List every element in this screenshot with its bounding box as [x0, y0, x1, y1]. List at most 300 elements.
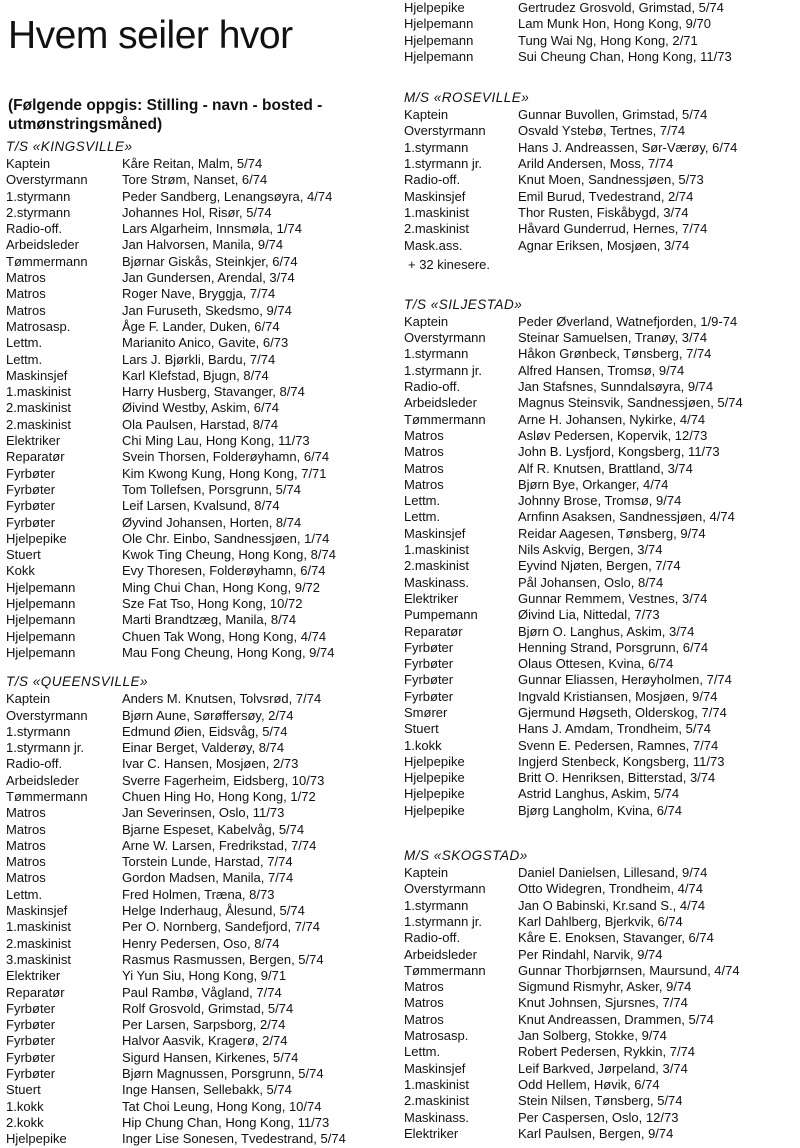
crew-position: Overstyrmann — [404, 881, 486, 897]
crew-member: Osvald Ystebø, Tertnes, 7/74 — [518, 123, 686, 139]
crew-member: Gertrudez Grosvold, Grimstad, 5/74 — [518, 0, 724, 15]
crew-member: Per O. Nornberg, Sandefjord, 7/74 — [122, 919, 321, 935]
crew-member: Hans J. Amdam, Trondheim, 5/74 — [518, 721, 711, 737]
crew-member: Knut Moen, Sandnessjøen, 5/73 — [518, 172, 704, 188]
crew-row — [6, 1066, 394, 1082]
crew-position: 2.maskinist — [404, 558, 470, 574]
crew-member: Bjørn Magnussen, Porsgrunn, 5/74 — [122, 1066, 324, 1082]
crew-position: Radio-off. — [404, 172, 461, 188]
crew-member: Hans J. Andreassen, Sør-Værøy, 6/74 — [518, 139, 738, 155]
crew-member: Tore Strøm, Nanset, 6/74 — [122, 172, 268, 188]
crew-member: Sigmund Rismyhr, Asker, 9/74 — [518, 979, 692, 995]
crew-row — [6, 1082, 394, 1098]
crew-position: Maskinsjef — [6, 367, 68, 383]
crew-row — [6, 515, 394, 531]
crew-member: Steinar Samuelsen, Tranøy, 3/74 — [518, 330, 708, 346]
crew-position: Fyrbøter — [6, 1000, 56, 1016]
crew-row — [6, 691, 394, 707]
crew-row — [6, 756, 394, 772]
crew-row — [404, 947, 798, 963]
crew-member: Rolf Grosvold, Grimstad, 5/74 — [122, 1000, 294, 1016]
crew-member: Evy Thoresen, Folderøyhamn, 6/74 — [122, 563, 326, 579]
crew-position: 1.styrmann — [6, 188, 71, 204]
crew-member: Chuen Hing Ho, Hong Kong, 1/72 — [122, 788, 316, 804]
crew-row — [404, 705, 798, 721]
crew-member: Ola Paulsen, Harstad, 8/74 — [122, 416, 279, 432]
crew-member: Pål Johansen, Oslo, 8/74 — [518, 574, 664, 590]
crew-position: 1.maskinist — [404, 542, 470, 558]
crew-row — [6, 1033, 394, 1049]
crew-member: Gordon Madsen, Manila, 7/74 — [122, 870, 294, 886]
crew-position: 1.styrmann — [404, 139, 469, 155]
crew-row — [6, 919, 394, 935]
crew-member: Robert Pedersen, Rykkin, 7/74 — [518, 1044, 696, 1060]
crew-member: Tat Choi Leung, Hong Kong, 10/74 — [122, 1098, 322, 1114]
ship-section-skogstad — [404, 847, 798, 1142]
crew-row — [404, 140, 798, 156]
crew-position: Fyrbøter — [6, 481, 56, 497]
crew-position: Hjelpepike — [404, 0, 465, 15]
crew-row — [6, 1131, 394, 1147]
crew-row — [6, 189, 394, 205]
extra-crew-note: + 32 kinesere. — [408, 256, 491, 272]
crew-member: Sigurd Hansen, Kirkenes, 5/74 — [122, 1049, 299, 1065]
crew-member: Yi Yun Siu, Hong Kong, 9/71 — [122, 968, 287, 984]
crew-position: Tømmermann — [404, 962, 486, 978]
crew-position: Tømmermann — [6, 788, 88, 804]
crew-position: Radio-off. — [404, 379, 461, 395]
crew-member: Ivar C. Hansen, Mosjøen, 2/73 — [122, 756, 299, 772]
crew-position: Arbeidsleder — [6, 237, 79, 253]
crew-row — [6, 612, 394, 628]
crew-list — [404, 0, 798, 65]
crew-row — [6, 335, 394, 351]
crew-member: Tom Tollefsen, Porsgrunn, 5/74 — [122, 481, 301, 497]
crew-row — [404, 963, 798, 979]
crew-row — [404, 221, 798, 237]
crew-row — [404, 881, 798, 897]
crew-position: Fyrbøter — [6, 465, 56, 481]
crew-member: Mau Fong Cheung, Hong Kong, 9/74 — [122, 644, 335, 660]
crew-member: Rasmus Rasmussen, Bergen, 5/74 — [122, 951, 324, 967]
crew-position: Fyrbøter — [6, 1049, 56, 1065]
crew-row — [6, 580, 394, 596]
crew-member: Arild Andersen, Moss, 7/74 — [518, 156, 674, 172]
crew-position: Fyrbøter — [404, 672, 454, 688]
crew-position: 1.kokk — [6, 1098, 44, 1114]
crew-member: Torstein Lunde, Harstad, 7/74 — [122, 854, 293, 870]
crew-member: Lars Algarheim, Innsmøla, 1/74 — [122, 221, 302, 237]
crew-member: Otto Widegren, Trondheim, 4/74 — [518, 881, 703, 897]
crew-position: Overstyrmann — [6, 172, 88, 188]
crew-member: Øivind Westby, Askim, 6/74 — [122, 400, 280, 416]
crew-row — [404, 995, 798, 1011]
crew-member: Eyvind Njøten, Bergen, 7/74 — [518, 558, 681, 574]
crew-position: 2.maskinist — [6, 416, 72, 432]
crew-position: Radio-off. — [6, 221, 63, 237]
crew-member: Magnus Steinsvik, Sandnessjøen, 5/74 — [518, 395, 743, 411]
crew-member: Marti Brandtzæg, Manila, 8/74 — [122, 612, 297, 628]
crew-row — [404, 914, 798, 930]
crew-member: Bjørn Aune, Sørøffersøy, 2/74 — [122, 707, 294, 723]
crew-member: Ingjerd Stenbeck, Kongsberg, 11/73 — [518, 753, 725, 769]
crew-row — [6, 433, 394, 449]
crew-position: 1.styrmann jr. — [6, 740, 85, 756]
crew-row — [6, 547, 394, 563]
crew-position: Kokk — [6, 563, 35, 579]
crew-row — [404, 591, 798, 607]
crew-member: Roger Nave, Bryggja, 7/74 — [122, 286, 276, 302]
crew-position: Overstyrmann — [6, 707, 88, 723]
ship-section-roseville — [404, 89, 798, 274]
crew-position: Arbeidsleder — [404, 946, 477, 962]
crew-row — [6, 205, 394, 221]
crew-position: Fyrbøter — [6, 514, 56, 530]
crew-row — [6, 1050, 394, 1066]
crew-position: 2.kokk — [6, 1114, 44, 1130]
crew-member: Håvard Gunderrud, Hernes, 7/74 — [518, 221, 708, 237]
crew-position: Hjelpemann — [6, 644, 76, 660]
crew-member: Kåre E. Enoksen, Stavanger, 6/74 — [518, 930, 714, 946]
crew-member: Kim Kwong Kung, Hong Kong, 7/71 — [122, 465, 327, 481]
crew-member: Lars J. Bjørkli, Bardu, 7/74 — [122, 351, 276, 367]
crew-position: Hjelpemann — [6, 579, 76, 595]
crew-position: Fyrbøter — [404, 656, 454, 672]
crew-member: Reidar Aagesen, Tønsberg, 9/74 — [518, 525, 706, 541]
crew-row — [6, 498, 394, 514]
crew-member: Jan Severinsen, Oslo, 11/73 — [122, 805, 285, 821]
crew-member: Leif Larsen, Kvalsund, 8/74 — [122, 498, 280, 514]
crew-position: Hjelpepike — [404, 802, 465, 818]
crew-member: John B. Lysfjord, Kongsberg, 11/73 — [518, 444, 720, 460]
crew-member: Jan Furuseth, Skedsmo, 9/74 — [122, 302, 292, 318]
crew-row — [404, 624, 798, 640]
crew-member: Arne H. Johansen, Nykirke, 4/74 — [518, 411, 706, 427]
crew-member: Knut Andreassen, Drammen, 5/74 — [518, 1011, 714, 1027]
ship-name: T/S «KINGSVILLE» — [6, 139, 133, 154]
crew-position: Tømmermann — [6, 253, 88, 269]
crew-member: Gunnar Thorbjørnsen, Maursund, 4/74 — [518, 962, 740, 978]
crew-position: 1.styrmann — [404, 346, 469, 362]
crew-row — [6, 724, 394, 740]
crew-list — [404, 314, 798, 819]
crew-row — [404, 444, 798, 460]
crew-position: Matros — [404, 995, 444, 1011]
crew-row — [6, 368, 394, 384]
crew-member: Karl Dahlberg, Bjerkvik, 6/74 — [518, 913, 683, 929]
crew-position: 1.styrmann jr. — [404, 362, 483, 378]
crew-position: Hjelpepike — [404, 786, 465, 802]
crew-row — [404, 156, 798, 172]
crew-position: Maskinsjef — [404, 525, 466, 541]
crew-member: Bjørn O. Langhus, Askim, 3/74 — [518, 623, 695, 639]
crew-row — [404, 33, 798, 49]
crew-row — [404, 930, 798, 946]
crew-position: Matros — [404, 1011, 444, 1027]
crew-row — [6, 1001, 394, 1017]
crew-row — [6, 708, 394, 724]
crew-position: Fyrbøter — [6, 1017, 56, 1033]
crew-member: Hip Chung Chan, Hong Kong, 11/73 — [122, 1114, 330, 1130]
crew-row — [404, 509, 798, 525]
crew-position: Stuert — [404, 721, 439, 737]
crew-row — [404, 107, 798, 123]
crew-member: Bjørg Langholm, Kvina, 6/74 — [518, 802, 683, 818]
crew-member: Edmund Øien, Eidsvåg, 5/74 — [122, 723, 288, 739]
crew-row — [404, 607, 798, 623]
crew-member: Ole Chr. Einbo, Sandnessjøen, 1/74 — [122, 530, 330, 546]
crew-position: Overstyrmann — [404, 330, 486, 346]
crew-position: Hjelpepike — [6, 530, 67, 546]
crew-member: Åge F. Lander, Duken, 6/74 — [122, 318, 280, 334]
crew-position: 2.maskinist — [404, 221, 470, 237]
crew-position: Fyrbøter — [404, 688, 454, 704]
crew-member: Øivind Lia, Nittedal, 7/73 — [518, 607, 660, 623]
crew-position: Elektriker — [404, 590, 459, 606]
crew-member: Bjørnar Giskås, Steinkjer, 6/74 — [122, 253, 298, 269]
crew-member: Ingvald Kristiansen, Mosjøen, 9/74 — [518, 688, 718, 704]
crew-row — [404, 412, 798, 428]
crew-member: Svenn E. Pedersen, Ramnes, 7/74 — [518, 737, 719, 753]
crew-position: Kaptein — [6, 691, 51, 707]
page-title: Hvem seiler hvor — [8, 14, 293, 57]
crew-position: Reparatør — [6, 449, 65, 465]
crew-row — [404, 721, 798, 737]
crew-member: Leif Barkved, Jørpeland, 3/74 — [518, 1060, 688, 1076]
crew-row — [404, 395, 798, 411]
crew-member: Gunnar Remmem, Vestnes, 3/74 — [518, 590, 708, 606]
crew-member: Henning Strand, Porsgrunn, 6/74 — [518, 639, 709, 655]
crew-row — [6, 773, 394, 789]
crew-position: Maskinsjef — [404, 1060, 466, 1076]
crew-row — [404, 1028, 798, 1044]
crew-row — [6, 903, 394, 919]
crew-row — [6, 1099, 394, 1115]
crew-member: Asløv Pedersen, Kopervik, 12/73 — [518, 427, 708, 443]
crew-row — [6, 319, 394, 335]
crew-position: Hjelpemann — [404, 32, 474, 48]
crew-position: Arbeidsleder — [404, 395, 477, 411]
crew-member: Marianito Anico, Gavite, 6/73 — [122, 335, 289, 351]
crew-member: Nils Askvig, Bergen, 3/74 — [518, 542, 663, 558]
crew-member: Britt O. Henriksen, Bitterstad, 3/74 — [518, 770, 716, 786]
crew-row — [6, 482, 394, 498]
crew-member: Lam Munk Hon, Hong Kong, 9/70 — [518, 16, 711, 32]
crew-member: Peder Sandberg, Lenangsøyra, 4/74 — [122, 188, 333, 204]
crew-member: Harry Husberg, Stavanger, 8/74 — [122, 384, 305, 400]
crew-row — [404, 898, 798, 914]
crew-member: Karl Paulsen, Bergen, 9/74 — [518, 1125, 674, 1141]
ship-section-queensville — [6, 673, 394, 1147]
crew-row — [404, 428, 798, 444]
crew-member: Chuen Tak Wong, Hong Kong, 4/74 — [122, 628, 327, 644]
crew-position: Stuert — [6, 1082, 41, 1098]
crew-position: Matros — [6, 302, 46, 318]
crew-member: Sui Cheung Chan, Hong Kong, 11/73 — [518, 48, 732, 64]
crew-member: Alf R. Knutsen, Brattland, 3/74 — [518, 460, 693, 476]
crew-row — [404, 330, 798, 346]
crew-member: Per Larsen, Sarpsborg, 2/74 — [122, 1017, 286, 1033]
crew-row — [404, 0, 798, 16]
crew-position: Lettm. — [404, 509, 441, 525]
crew-position: Mask.ass. — [404, 237, 463, 253]
crew-member: Alfred Hansen, Tromsø, 9/74 — [518, 362, 685, 378]
crew-row — [6, 563, 394, 579]
crew-member: Stein Nilsen, Tønsberg, 5/74 — [518, 1093, 683, 1109]
crew-row — [404, 1044, 798, 1060]
ship-section-siljestad — [404, 296, 798, 819]
crew-member: Arnfinn Asaksen, Sandnessjøen, 4/74 — [518, 509, 735, 525]
crew-row — [404, 477, 798, 493]
crew-member: Halvor Aasvik, Kragerø, 2/74 — [122, 1033, 288, 1049]
crew-position: Matros — [404, 476, 444, 492]
crew-row — [404, 205, 798, 221]
crew-row — [404, 786, 798, 802]
crew-row — [6, 449, 394, 465]
crew-member: Bjørn Bye, Orkanger, 4/74 — [518, 476, 669, 492]
crew-row — [404, 49, 798, 65]
crew-row — [6, 172, 394, 188]
crew-position: Hjelpemann — [6, 628, 76, 644]
crew-position: Matrosasp. — [6, 318, 71, 334]
crew-row — [6, 156, 394, 172]
crew-position: Matros — [6, 837, 46, 853]
crew-position: Hjelpepike — [404, 753, 465, 769]
crew-row — [404, 754, 798, 770]
crew-position: Reparatør — [6, 984, 65, 1000]
crew-position: 1.maskinist — [404, 204, 470, 220]
crew-member: Ming Chui Chan, Hong Kong, 9/72 — [122, 579, 321, 595]
crew-position: Pumpemann — [404, 607, 478, 623]
crew-member: Jan O Babinski, Kr.sand S., 4/74 — [518, 897, 706, 913]
crew-row — [6, 645, 394, 661]
crew-position: Maskinass. — [404, 574, 470, 590]
crew-row — [6, 254, 394, 270]
crew-member: Per Rindahl, Narvik, 9/74 — [518, 946, 663, 962]
crew-position: 1.maskinist — [404, 1076, 470, 1092]
crew-position: 1.styrmann jr. — [404, 156, 483, 172]
crew-row — [6, 270, 394, 286]
crew-row — [6, 417, 394, 433]
crew-row — [404, 1012, 798, 1028]
crew-position: Matros — [6, 270, 46, 286]
crew-position: Stuert — [6, 547, 41, 563]
crew-row — [404, 979, 798, 995]
crew-row — [404, 189, 798, 205]
crew-member: Odd Hellem, Høvik, 6/74 — [518, 1076, 660, 1092]
crew-position: 1.styrmann — [404, 897, 469, 913]
crew-row — [6, 952, 394, 968]
crew-position: Hjelpepike — [404, 770, 465, 786]
crew-member: Thor Rusten, Fiskåbygd, 3/74 — [518, 204, 689, 220]
crew-row — [6, 887, 394, 903]
crew-position: Lettm. — [6, 335, 43, 351]
crew-row — [404, 1077, 798, 1093]
crew-position: Matros — [6, 805, 46, 821]
crew-position: Hjelpemann — [404, 16, 474, 32]
crew-position: Fyrbøter — [404, 639, 454, 655]
crew-member: Gjermund Høgseth, Olderskog, 7/74 — [518, 704, 727, 720]
crew-member: Emil Burud, Tvedestrand, 2/74 — [518, 188, 694, 204]
crew-position: Smører — [404, 704, 448, 720]
crew-list — [404, 865, 798, 1142]
crew-member: Sze Fat Tso, Hong Kong, 10/72 — [122, 596, 303, 612]
crew-row — [6, 221, 394, 237]
ship-section-queensville-continued — [404, 0, 798, 65]
crew-position: Maskinsjef — [6, 903, 68, 919]
crew-position: Kaptein — [404, 865, 449, 881]
crew-list — [6, 691, 394, 1147]
crew-position: Kaptein — [404, 313, 449, 329]
crew-member: Kåre Reitan, Malm, 5/74 — [122, 156, 263, 171]
crew-member: Paul Rambø, Vågland, 7/74 — [122, 984, 282, 1000]
crew-member: Sverre Fagerheim, Eidsberg, 10/73 — [122, 772, 325, 788]
intro-text: (Følgende oppgis: Stilling - navn - bosted - utmønstringsmåned) — [8, 97, 323, 133]
crew-member: Øyvind Johansen, Horten, 8/74 — [122, 514, 302, 530]
crew-row — [6, 466, 394, 482]
crew-position: 2.maskinist — [6, 935, 72, 951]
crew-member: Inger Lise Sonesen, Tvedestrand, 5/74 — [122, 1131, 346, 1147]
crew-row — [6, 740, 394, 756]
crew-row — [6, 237, 394, 253]
crew-position: Matros — [6, 821, 46, 837]
crew-position: Kaptein — [6, 156, 51, 171]
crew-member: Daniel Danielsen, Lillesand, 9/74 — [518, 865, 708, 881]
crew-position: Fyrbøter — [6, 498, 56, 514]
crew-position: Hjelpepike — [6, 1131, 67, 1147]
crew-position: 1.styrmann jr. — [404, 913, 483, 929]
crew-member: Inge Hansen, Sellebakk, 5/74 — [122, 1082, 292, 1098]
crew-position: Kaptein — [404, 107, 449, 123]
crew-member: Gunnar Buvollen, Grimstad, 5/74 — [518, 107, 708, 123]
crew-row — [404, 123, 798, 139]
crew-row — [404, 172, 798, 188]
crew-member: Einar Berget, Valderøy, 8/74 — [122, 740, 285, 756]
crew-row — [404, 346, 798, 362]
crew-member: Peder Øverland, Watnefjorden, 1/9-74 — [518, 313, 738, 329]
crew-position: Elektriker — [6, 433, 61, 449]
crew-position: Maskinass. — [404, 1109, 470, 1125]
crew-member: Johnny Brose, Tromsø, 9/74 — [518, 493, 682, 509]
crew-position: Lettm. — [404, 493, 441, 509]
crew-row — [404, 542, 798, 558]
crew-member: Bjarne Espeset, Kabelvåg, 5/74 — [122, 821, 305, 837]
crew-position: Lettm. — [404, 1044, 441, 1060]
crew-position: Elektriker — [404, 1125, 459, 1141]
crew-row — [404, 461, 798, 477]
crew-position: Matros — [404, 444, 444, 460]
crew-member: Jan Solberg, Stokke, 9/74 — [518, 1028, 667, 1044]
crew-row — [6, 352, 394, 368]
crew-position: Hjelpemann — [6, 596, 76, 612]
crew-position: Hjelpemann — [404, 48, 474, 64]
crew-row — [404, 865, 798, 881]
crew-list — [404, 107, 798, 254]
crew-position: Tømmermann — [404, 411, 486, 427]
crew-row — [6, 596, 394, 612]
crew-row — [6, 789, 394, 805]
crew-row — [6, 968, 394, 984]
crew-member: Jan Gundersen, Arendal, 3/74 — [122, 270, 295, 286]
crew-member: Kwok Ting Cheung, Hong Kong, 8/74 — [122, 547, 336, 563]
crew-row — [404, 526, 798, 542]
crew-row — [404, 672, 798, 688]
ship-name: T/S «SILJESTAD» — [404, 296, 523, 312]
crew-list — [6, 156, 394, 661]
crew-member: Henry Pedersen, Oso, 8/74 — [122, 935, 280, 951]
crew-row — [6, 1115, 394, 1131]
crew-row — [6, 936, 394, 952]
